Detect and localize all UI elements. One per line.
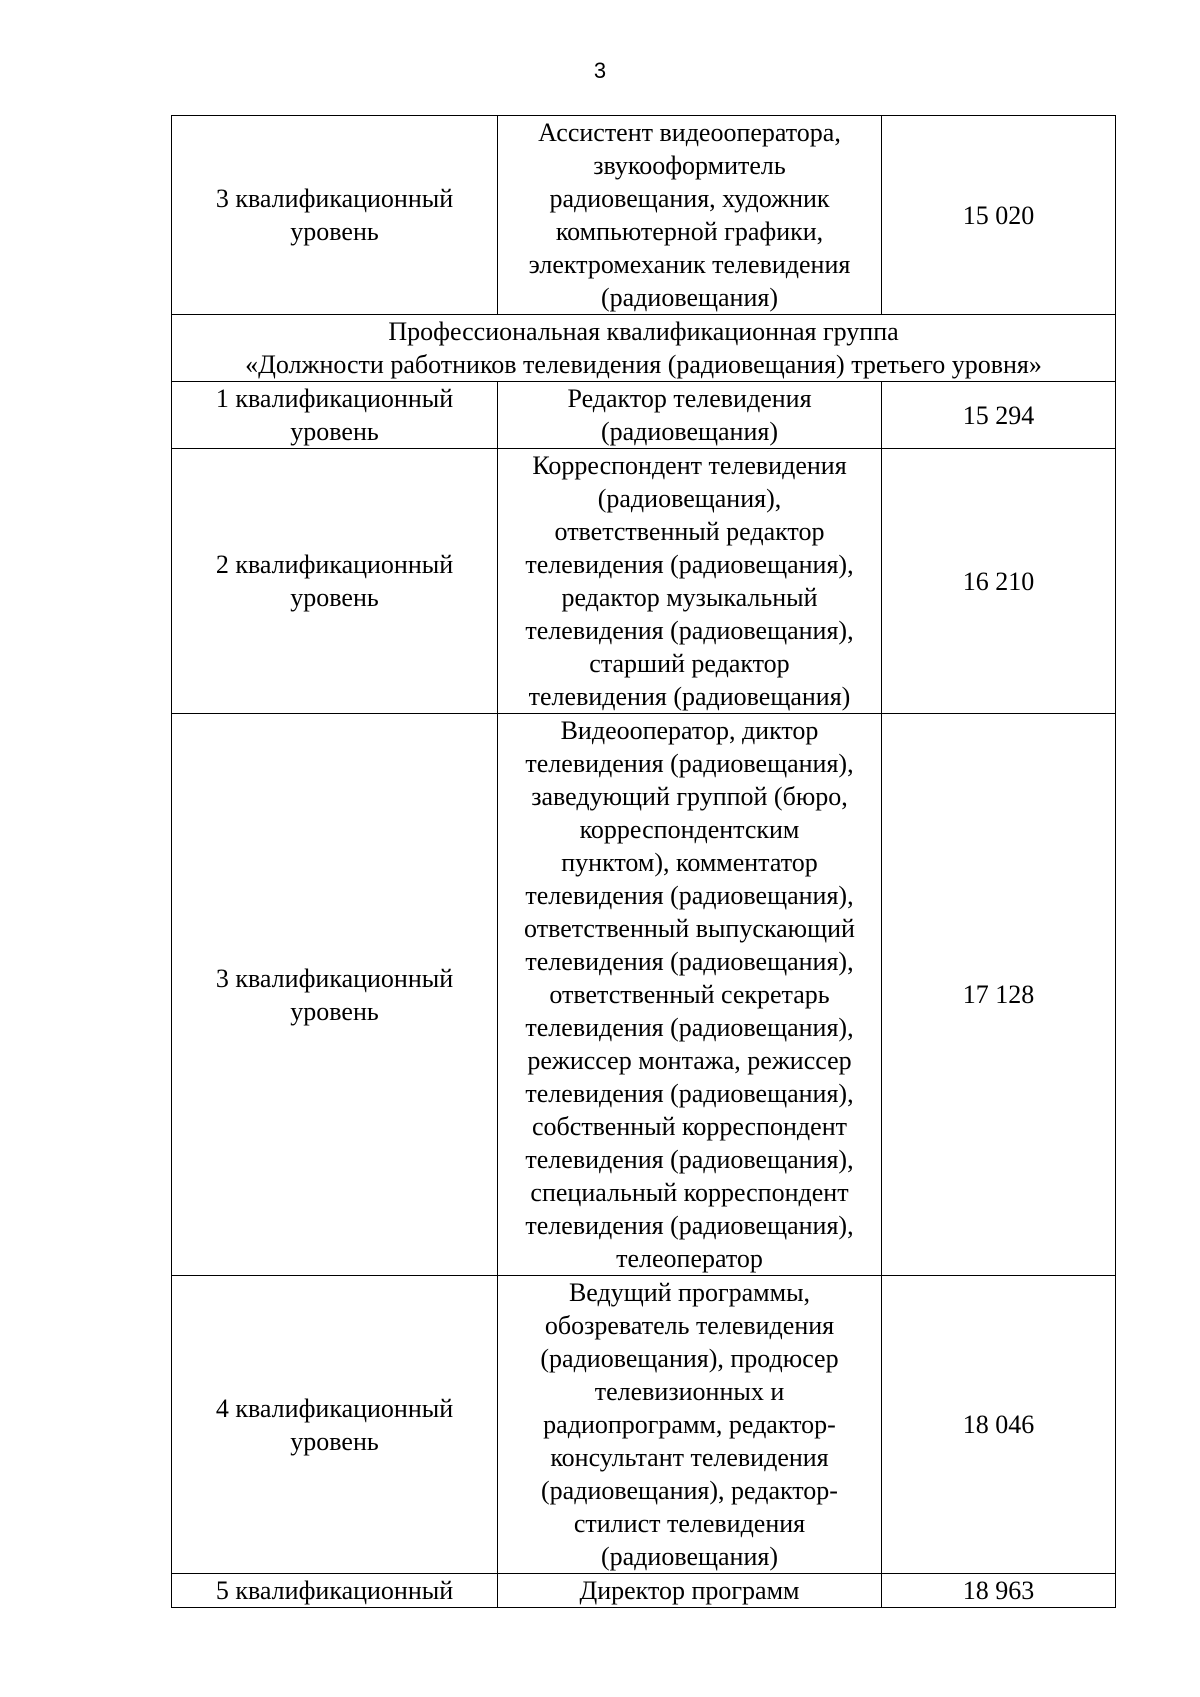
qualification-level-text: уровень <box>290 996 379 1026</box>
group-header-line: «Должности работников телевидения (радиовещания) третьего уровня» <box>245 350 1042 379</box>
qualification-level-cell <box>172 1574 498 1608</box>
position-name-text: специальный корреспондент <box>530 1178 849 1207</box>
table-row <box>172 1574 1116 1608</box>
position-name-text: ответственный редактор <box>554 517 825 546</box>
salary-cell: 18 963 <box>882 1574 1116 1608</box>
qualification-level-cell <box>172 714 498 1276</box>
position-names-cell <box>498 382 882 449</box>
group-header-line: Профессиональная квалификационная группа <box>388 317 899 346</box>
position-name-text: телеоператор <box>616 1244 763 1273</box>
position-name-text: Корреспондент телевидения <box>532 451 847 480</box>
position-name-text: телевидения (радиовещания), <box>525 1211 854 1240</box>
salary-table-body <box>172 116 1116 1608</box>
position-name-text: консультант телевидения <box>550 1443 829 1472</box>
position-names-cell <box>498 714 882 1276</box>
position-name-text: редактор музыкальный <box>561 583 818 612</box>
position-name-text: (радиовещания), <box>597 484 782 513</box>
group-header-row <box>172 315 1116 382</box>
position-names-cell <box>498 449 882 714</box>
salary-cell: 16 210 <box>882 449 1116 714</box>
position-name-text: Директор программ <box>579 1576 800 1605</box>
qualification-level-text: уровень <box>290 1426 379 1456</box>
position-name-text: телевидения (радиовещания), <box>525 550 854 579</box>
position-name-text: радиопрограмм, редактор- <box>543 1410 836 1439</box>
position-name-text: радиовещания, художник <box>549 184 830 213</box>
position-name-text: телевизионных и <box>594 1377 785 1406</box>
page-number: 3 <box>593 58 607 83</box>
position-name-text: (радиовещания), продюсер <box>540 1344 839 1373</box>
salary-cell: 18 046 <box>882 1276 1116 1574</box>
qualification-level-text: 3 квалификационный <box>215 963 454 993</box>
qualification-level-text: уровень <box>290 217 379 246</box>
qualification-level-text: уровень <box>290 417 379 446</box>
salary-cell: 15 020 <box>882 116 1116 315</box>
position-names-cell <box>498 116 882 315</box>
position-name-text: ответственный выпускающий <box>524 914 855 943</box>
position-name-text: стилист телевидения <box>573 1509 806 1538</box>
position-name-text: собственный корреспондент <box>532 1112 847 1141</box>
position-name-text: телевидения (радиовещания), <box>525 1013 854 1042</box>
salary-cell: 15 294 <box>882 382 1116 449</box>
position-name-text: корреспондентским <box>579 815 800 844</box>
qualification-level-text: 3 квалификационный <box>215 184 454 213</box>
table-row <box>172 714 1116 1276</box>
table-row <box>172 116 1116 315</box>
qualification-level-text: 1 квалификационный <box>215 384 454 413</box>
position-name-text: Ассистент видеооператора, <box>538 118 841 147</box>
position-name-text: телевидения (радиовещания), <box>525 1079 854 1108</box>
position-names-cell <box>498 1276 882 1574</box>
position-name-text: обозреватель телевидения <box>544 1311 835 1340</box>
qualification-level-text: 5 квалификационный <box>215 1576 454 1605</box>
position-name-text: (радиовещания) <box>600 417 778 446</box>
position-name-text: режиссер монтажа, режиссер <box>527 1046 852 1075</box>
table-row <box>172 1276 1116 1574</box>
position-name-text: (радиовещания), редактор- <box>541 1476 838 1505</box>
position-name-text: Редактор телевидения <box>567 384 812 413</box>
table-row <box>172 382 1116 449</box>
position-name-text: электромеханик телевидения <box>528 250 851 279</box>
position-name-text: Видеооператор, диктор <box>560 716 819 745</box>
qualification-level-cell <box>172 1276 498 1574</box>
salary-table <box>171 115 1116 1608</box>
position-name-text: ответственный секретарь <box>549 980 830 1009</box>
position-name-text: телевидения (радиовещания) <box>528 682 851 711</box>
qualification-level-text: 4 квалификационный <box>215 1393 454 1423</box>
position-name-text: заведующий группой (бюро, <box>531 782 848 811</box>
position-name-text: (радиовещания) <box>600 1542 778 1571</box>
position-name-text: Ведущий программы, <box>568 1278 811 1307</box>
position-name-text: телевидения (радиовещания), <box>525 616 854 645</box>
position-name-text: телевидения (радиовещания), <box>525 881 854 910</box>
salary-cell: 17 128 <box>882 714 1116 1276</box>
table-row <box>172 449 1116 714</box>
position-name-text: пунктом), комментатор <box>561 848 818 877</box>
qualification-level-cell <box>172 116 498 315</box>
qualification-level-cell <box>172 382 498 449</box>
position-name-text: звукооформитель <box>593 151 786 180</box>
position-name-text: телевидения (радиовещания), <box>525 749 854 778</box>
position-name-text: компьютерной графики, <box>555 217 824 246</box>
group-header-cell <box>172 315 1116 382</box>
qualification-level-cell <box>172 449 498 714</box>
position-name-text: телевидения (радиовещания), <box>525 1145 854 1174</box>
position-names-cell <box>498 1574 882 1608</box>
position-name-text: телевидения (радиовещания), <box>525 947 854 976</box>
qualification-level-text: 2 квалификационный <box>215 550 454 579</box>
position-name-text: (радиовещания) <box>600 283 778 312</box>
position-name-text: старший редактор <box>589 649 790 678</box>
qualification-level-text: уровень <box>290 583 379 612</box>
